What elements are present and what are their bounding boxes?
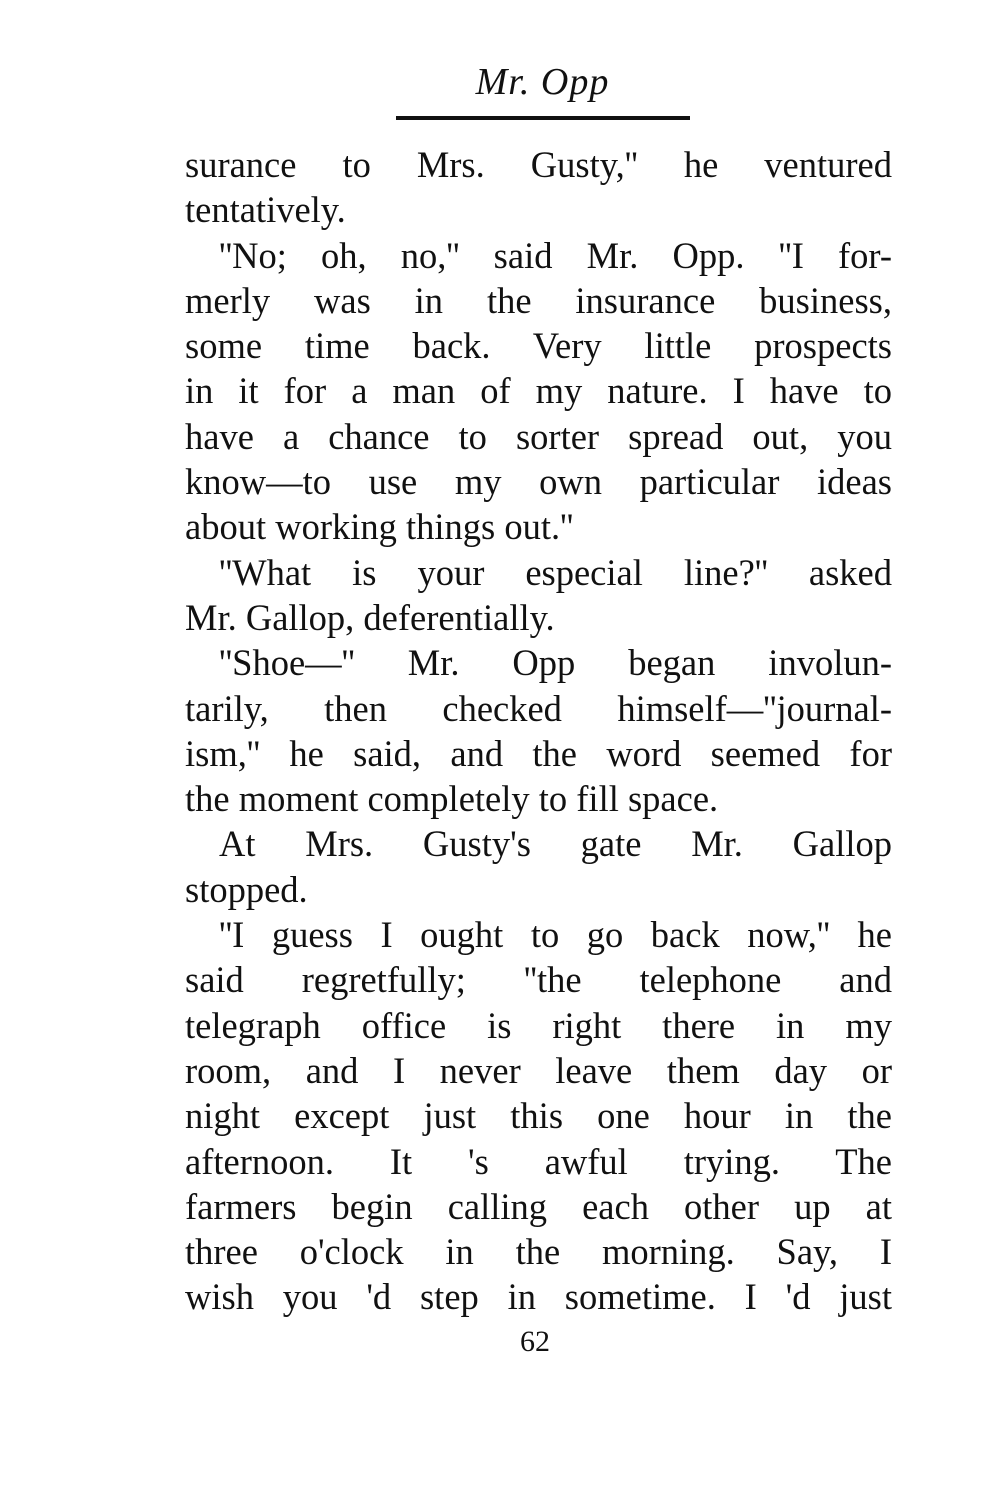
text-line: room, and I never leave them day or [185, 1049, 892, 1091]
paragraph [185, 640, 892, 821]
body-text [185, 142, 892, 1320]
text-line: tentatively. [185, 189, 346, 231]
page-number: 62 [520, 1325, 550, 1358]
paragraph [185, 233, 892, 550]
text-line: ''Shoe—'' Mr. Opp began involun- [219, 642, 892, 684]
paragraph [185, 142, 892, 233]
text-line: ism,'' he said, and the word seemed for [185, 732, 892, 774]
text-line: surance to Mrs. Gusty,'' he ventured [185, 144, 892, 185]
text-line: tarily, then checked himself—''journal- [185, 687, 892, 729]
text-line: stopped. [185, 868, 308, 910]
text-line: merly was in the insurance business, [185, 279, 892, 321]
text-line: about working things out.'' [185, 506, 574, 548]
text-line: night except just this one hour in the [185, 1095, 892, 1137]
text-line: the moment completely to fill space. [185, 778, 719, 820]
text-line: in it for a man of my nature. I have to [185, 370, 892, 412]
paragraph [185, 821, 892, 912]
text-line: know—to use my own particular ideas [185, 461, 892, 503]
paragraph [185, 912, 892, 1320]
text-line: ''What is your especial line?'' asked [219, 551, 892, 593]
text-line: ''No; oh, no,'' said Mr. Opp. ''I for- [219, 234, 892, 276]
text-line: some time back. Very little prospects [185, 325, 892, 367]
running-head: Mr. Opp [475, 61, 610, 103]
paragraph [185, 550, 892, 641]
text-line: have a chance to sorter spread out, you [185, 415, 892, 457]
header-rule [396, 116, 690, 120]
text-line: At Mrs. Gusty's gate Mr. Gallop [219, 823, 892, 865]
text-line: afternoon. It 's awful trying. The [185, 1140, 892, 1182]
text-line: said regretfully; ''the telephone and [185, 959, 892, 1001]
text-line: telegraph office is right there in my [185, 1004, 892, 1046]
text-line: wish you 'd step in sometime. I 'd just [185, 1276, 892, 1318]
text-line: ''I guess I ought to go back now,'' he [219, 914, 892, 956]
text-line: Mr. Gallop, deferentially. [185, 596, 555, 638]
text-line: three o'clock in the morning. Say, I [185, 1231, 892, 1273]
text-line: farmers begin calling each other up at [185, 1185, 892, 1227]
